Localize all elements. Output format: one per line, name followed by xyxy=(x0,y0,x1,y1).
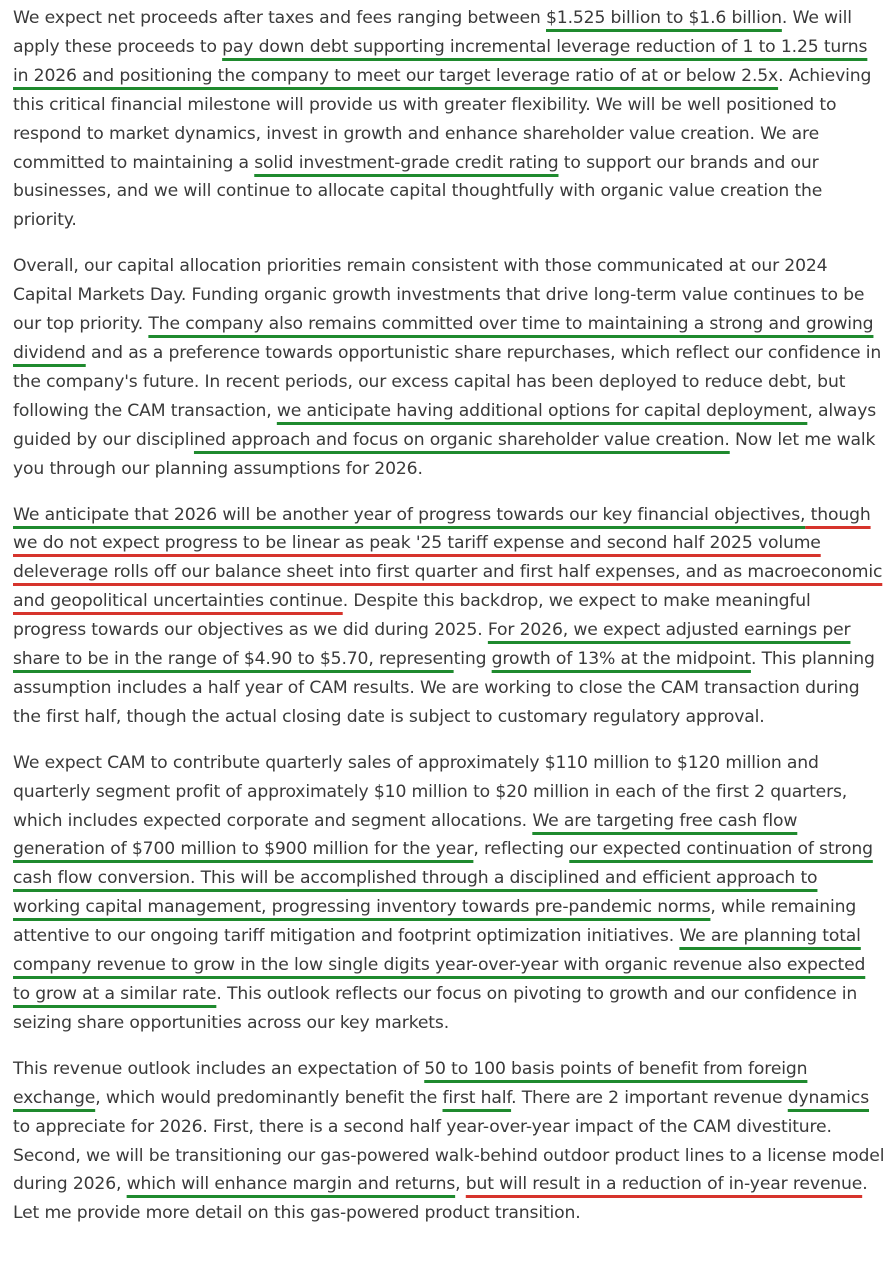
paragraph-planning-assumptions xyxy=(13,501,886,732)
text-segment: , xyxy=(455,1174,466,1195)
highlight-negative: though we do not expect progress to be linear as peak '25 tariff expense and second half 2025 volume deleverage rolls off our balance sheet into first quarter and first half expenses, and as macroeconomic and geopolitical uncertainties continue xyxy=(13,504,883,612)
text-segment: to appreciate for 2026. First, there is a second half year-over-year impact of the CAM divestiture. Second, we will be transitioning our gas-powered walk-behind outdoor product lines to a license model during 2026, xyxy=(13,1116,885,1195)
highlight-negative: but will result in a reduction of in-year revenue xyxy=(465,1174,863,1195)
highlight-positive: solid investment-grade credit rating xyxy=(254,152,559,173)
highlight-positive: 50 to 100 basis points of benefit from foreign exchange xyxy=(13,1058,808,1108)
paragraph-capital-allocation xyxy=(13,252,886,483)
text-segment: . This planning assumption includes a half year of CAM results. We are working to close the CAM transaction during the first half, though the actual closing date is subject to customary regulatory approval. xyxy=(13,649,875,727)
text-segment: Overall, our capital allocation priorities remain consistent with those communicated at our 2024 Capital Markets Day. Funding organic growth investments that drive long-term value continues to be our top priority. xyxy=(13,256,865,335)
highlight-positive: We are targeting free cash flow generation of $700 million to $900 million for the year xyxy=(13,810,798,860)
text-segment: We expect CAM to contribute quarterly sales of approximately $110 million to $120 million and quarterly segment profit of approximately $10 million to $20 million in each of the first 2 quarters, which includes expected corporate and segment allocations. xyxy=(13,752,848,831)
text-segment: to support our brands and our businesses, and we will continue to allocate capital thoughtfully with organic value creation the priority. xyxy=(13,152,823,231)
highlight-positive: first half xyxy=(442,1087,512,1108)
highlight-positive: dynamics xyxy=(787,1087,869,1108)
text-segment: , while remaining attentive to our ongoing tariff mitigation and footprint optimization initiatives. xyxy=(13,897,857,947)
highlight-positive: growth of 13% at the midpoint xyxy=(491,649,751,670)
paragraph-proceeds xyxy=(13,4,886,235)
text-segment: . Despite this backdrop, we expect to make meaningful progress towards our objectives as we did during 2025. xyxy=(13,591,811,641)
highlight-positive: pay down debt supporting incremental leverage reduction of 1 to 1.25 turns in 2026 and positioning the company to meet our target leverage ratio of at or below 2.5x xyxy=(13,36,868,86)
highlight-positive: We anticipate that 2026 will be another year of progress towards our key financial objectives, xyxy=(13,504,806,525)
text-segment: , which would predominantly benefit the xyxy=(95,1087,443,1108)
text-segment: This revenue outlook includes an expectation of xyxy=(13,1058,425,1079)
text-segment: . There are 2 important revenue xyxy=(511,1087,788,1108)
text-segment: . We will apply these proceeds to xyxy=(13,8,852,57)
text-segment: , reflecting xyxy=(473,839,570,860)
text-segment: ting xyxy=(453,649,492,670)
paragraph-revenue-outlook xyxy=(13,1055,886,1228)
text-segment: , always guided by our discipli xyxy=(13,400,877,450)
highlight-positive: For 2026, we expect adjusted earnings per share to be in the range of $4.90 to $5.70, represen xyxy=(13,620,851,670)
text-segment: . This outlook reflects our focus on pivoting to growth and our confidence in seizing share opportunities across our key markets. xyxy=(13,984,858,1033)
text-segment: We expect net proceeds after taxes and fees ranging between xyxy=(13,8,546,28)
highlight-positive: our expected continuation of strong cash flow conversion. This will be accomplished through a disciplined and efficient approach to working capital management, progressing inventory towards pre-pandemic norms xyxy=(13,839,873,918)
highlight-positive: ned approach and focus on organic shareholder value creation. xyxy=(193,429,730,450)
highlight-positive: The company also remains committed over time to maintaining a strong and growing dividend xyxy=(13,314,874,363)
text-segment: . Let me provide more detail on this gas-powered product transition. xyxy=(13,1174,868,1224)
highlight-positive: We are planning total company revenue to grow in the low single digits year-over-year with organic revenue also expected to grow at a similar rate xyxy=(13,926,866,1004)
highlight-positive: we anticipate having additional options for capital deployment xyxy=(276,400,808,421)
paragraph-cam-contribution xyxy=(13,749,886,1038)
text-segment: . Achieving this critical financial milestone will provide us with greater flexibility. We will be well positioned to respond to market dynamics, invest in growth and enhance shareholder value creation. We are committed to maintaining a xyxy=(13,65,872,173)
highlight-positive: $1.525 billion to $1.6 billion xyxy=(546,8,782,28)
text-segment: and as a preference towards opportunistic share repurchases, which reflect our confidence in the company's future. In recent periods, our excess capital has been deployed to reduce debt, but following the CAM transaction, xyxy=(13,342,882,421)
text-segment: Now let me walk you through our planning assumptions for 2026. xyxy=(13,429,876,479)
highlight-positive: which will enhance margin and returns xyxy=(126,1174,456,1195)
